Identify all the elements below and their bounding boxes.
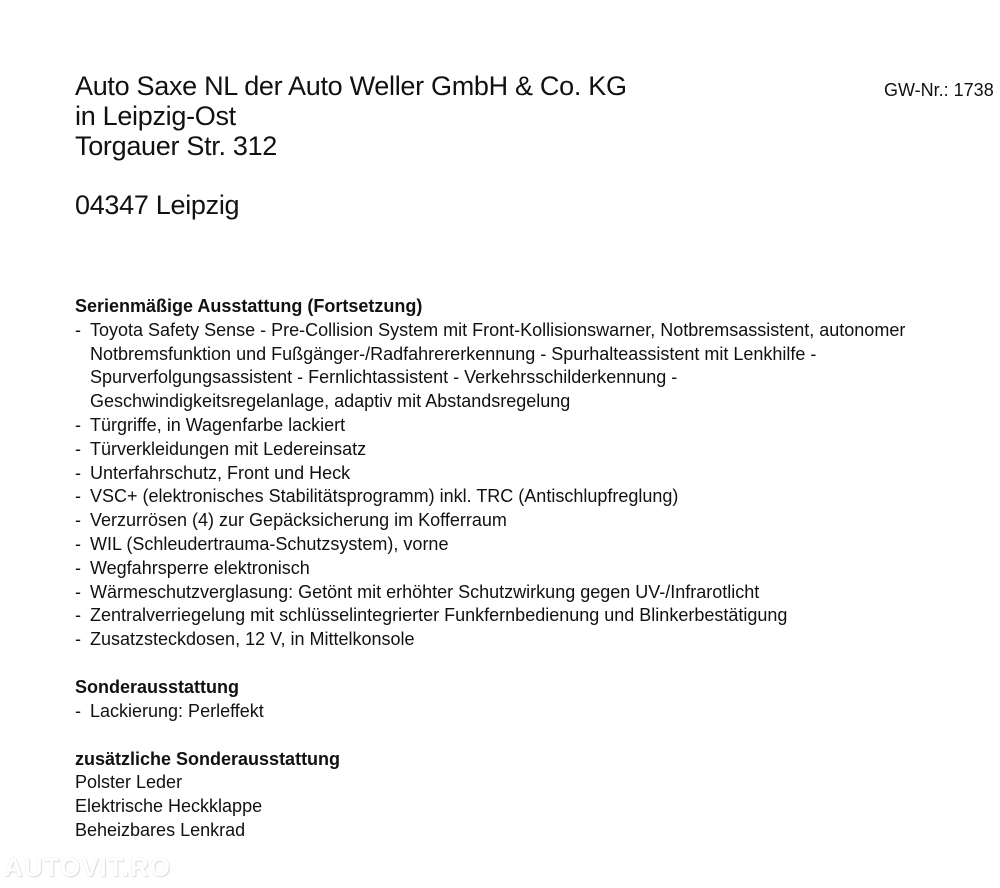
list-item (75, 557, 975, 581)
list-item-text: VSC+ (elektronisches Stabilitätsprogramm) inkl. TRC (Antischlupfreglung) (90, 486, 679, 507)
watermark-logo: AUTOVIT.RO (4, 852, 171, 882)
section-title: Sonderausstattung (75, 676, 240, 697)
list-item-text: Unterfahrschutz, Front und Heck (90, 462, 351, 483)
section-title: Serienmäßige Ausstattung (Fortsetzung) (75, 296, 423, 316)
dash-bullet: - (75, 462, 81, 483)
dash-bullet: - (75, 629, 81, 650)
list-item-text: Türverkleidungen mit Ledereinsatz (90, 438, 367, 459)
dealer-location: in Leipzig-Ost (75, 101, 236, 131)
list-item (75, 628, 975, 652)
section-spacer (75, 724, 975, 748)
dash-bullet: - (75, 557, 81, 578)
dash-bullet: - (75, 414, 81, 435)
list-item-text: Toyota Safety Sense - Pre-Collision System mit Front-Kollisionswarner, Notbremsassistent, autonomer Notbremsfunktion und Fußgänger-/Radfahrererkennung - Spurhalteassistent mit Lenkhilfe - Spurverfolgungsassistent - Fernlichtassistent - Verkehrsschilderkennung - Geschwindigkeitsregelanlage, adaptiv mit Abstandsregelung (90, 319, 906, 412)
equipment-list (75, 295, 975, 843)
section-standard-equipment (75, 295, 975, 652)
list-item-text: Türgriffe, in Wagenfarbe lackiert (90, 414, 346, 435)
dealer-name: Auto Saxe NL der Auto Weller GmbH & Co. KG (75, 71, 627, 101)
gw-number: GW-Nr.: 1738 (884, 80, 994, 100)
section-additional-equipment (75, 748, 975, 843)
section-optional-equipment (75, 676, 975, 724)
section-spacer (75, 652, 975, 676)
list-item (75, 462, 975, 486)
section-title: zusätzliche Sonderausstattung (75, 748, 341, 769)
dash-bullet: - (75, 581, 81, 602)
dealer-street: Torgauer Str. 312 (75, 131, 278, 161)
list-item-text: Wegfahrsperre elektronisch (90, 557, 310, 578)
list-item (75, 700, 975, 724)
list-item (75, 533, 975, 557)
list-item (75, 319, 910, 414)
list-item: Elektrische Heckklappe (75, 796, 263, 817)
list-item (75, 581, 975, 605)
dash-bullet: - (75, 510, 81, 531)
list-item (75, 485, 975, 509)
list-item: Polster Leder (75, 772, 183, 793)
dash-bullet: - (75, 438, 81, 459)
dash-bullet: - (75, 486, 81, 507)
dealer-postal-city: 04347 Leipzig (75, 190, 240, 220)
list-item (75, 414, 975, 438)
list-item-text: Verzurrösen (4) zur Gepäcksicherung im Kofferraum (90, 510, 507, 531)
dash-bullet: - (75, 533, 81, 554)
standard-equipment-list (75, 319, 975, 652)
optional-equipment-list (75, 700, 975, 724)
dash-bullet: - (75, 700, 81, 721)
dealer-address (75, 71, 627, 161)
list-item-text: Wärmeschutzverglasung: Getönt mit erhöhter Schutzwirkung gegen UV-/Infrarotlicht (90, 581, 760, 602)
list-item-text: Lackierung: Perleffekt (90, 700, 264, 721)
list-item-text: Zentralverriegelung mit schlüsselintegrierter Funkfernbedienung und Blinkerbestätigung (90, 605, 788, 626)
list-item (75, 509, 975, 533)
list-item-text: WIL (Schleudertrauma-Schutzsystem), vorne (90, 533, 449, 554)
list-item (75, 604, 975, 628)
list-item: Beheizbares Lenkrad (75, 819, 246, 840)
list-item (75, 438, 975, 462)
list-item-text: Zusatzsteckdosen, 12 V, in Mittelkonsole (90, 629, 415, 650)
dash-bullet: - (75, 319, 81, 340)
dash-bullet: - (75, 605, 81, 626)
